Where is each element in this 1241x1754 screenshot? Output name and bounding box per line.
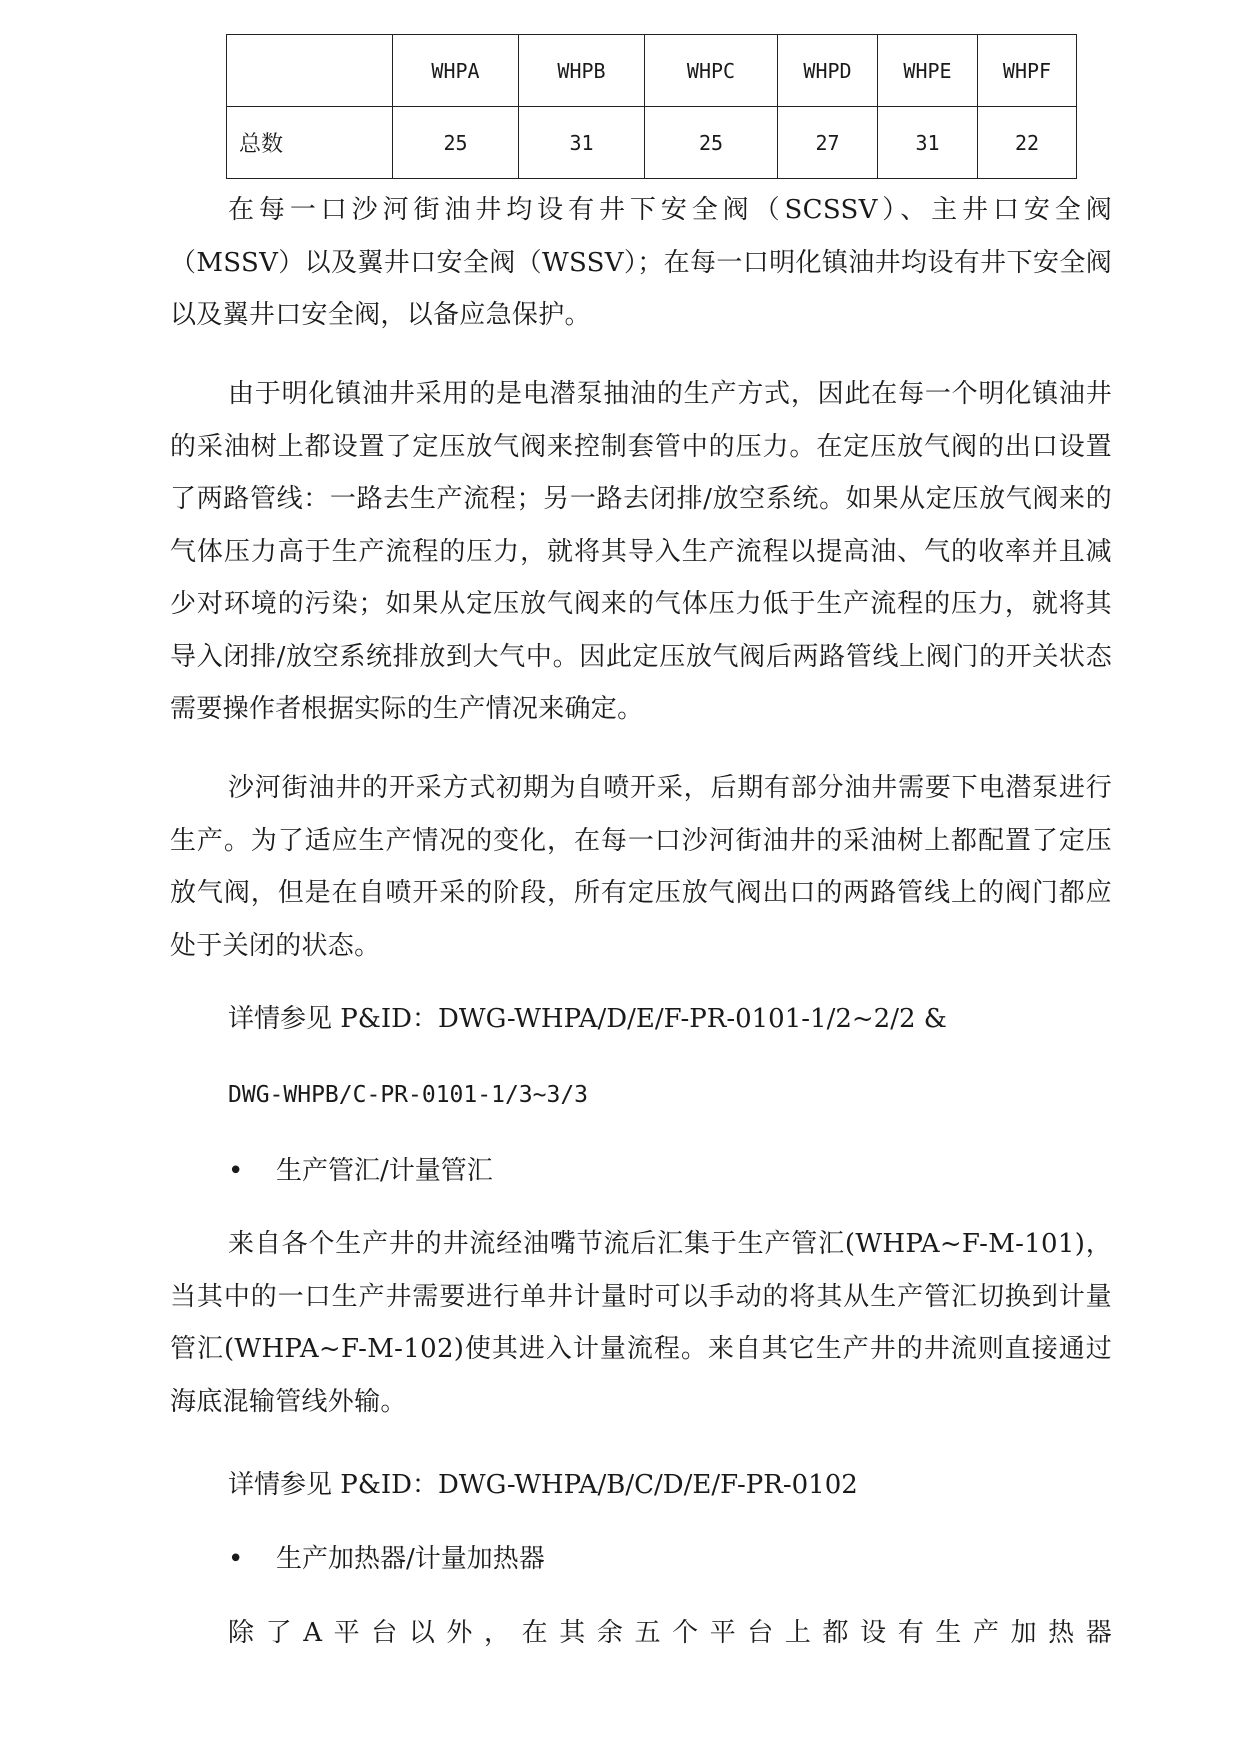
paragraph-char: 器 <box>1085 1618 1112 1648</box>
table-header-cell: WHPC <box>645 35 778 107</box>
paragraph-heaters-intro <box>228 1613 1112 1653</box>
table-header-cell: WHPA <box>393 35 519 107</box>
table-header-cell <box>227 35 393 107</box>
paragraph-char: 在 <box>521 1618 548 1648</box>
bullet-icon: • <box>228 1544 244 1574</box>
paragraph-char: 了 <box>265 1618 292 1648</box>
pid-reference-1a: 详情参见 P&ID：DWG-WHPA/D/E/F-PR-0101-1/2~2/2 & <box>228 1004 947 1034</box>
bullet-heaters <box>228 1539 545 1579</box>
well-count-table <box>226 34 1077 179</box>
paragraph-char: 设 <box>860 1618 887 1648</box>
paragraph-char: 产 <box>972 1618 999 1648</box>
paragraph-char: 除 <box>228 1618 255 1648</box>
table-cell: 25 <box>393 107 519 179</box>
paragraph-char: A <box>303 1618 322 1648</box>
table-header-cell: WHPD <box>778 35 878 107</box>
bullet-label: 生产加热器/计量加热器 <box>276 1544 545 1574</box>
table-cell: 25 <box>645 107 778 179</box>
bullet-icon: • <box>228 1156 244 1186</box>
pid-reference-2: 详情参见 P&ID：DWG-WHPA/B/C/D/E/F-PR-0102 <box>228 1470 858 1500</box>
table-header-cell: WHPF <box>978 35 1077 107</box>
table-cell: 22 <box>978 107 1077 179</box>
bullet-label: 生产管汇/计量管汇 <box>276 1156 493 1186</box>
table-cell: 31 <box>878 107 978 179</box>
paragraph-shahejie-wells: 沙河街油井的开采方式初期为自喷开采，后期有部分油井需要下电潜泵进行生产。为了适应生产情况的变化，在每一口沙河街油井的采油树上都配置了定压放气阀，但是在自喷开采的阶段，所有定压放气阀出口的两路管线上的阀门都应处于关闭的状态。 <box>170 773 1112 961</box>
paragraph-char: 台 <box>747 1618 774 1648</box>
paragraph-char: 以 <box>408 1618 435 1648</box>
paragraph-char: 平 <box>709 1618 736 1648</box>
paragraph-char: 加 <box>1010 1618 1037 1648</box>
pid-reference-1b: DWG-WHPB/C-PR-0101-1/3~3/3 <box>228 1082 589 1108</box>
table-cell: 31 <box>519 107 645 179</box>
table-header-cell: WHPE <box>878 35 978 107</box>
table-header-cell: WHPB <box>519 35 645 107</box>
paragraph-char: 台 <box>371 1618 398 1648</box>
table-header-row <box>227 35 1077 107</box>
paragraph-char: 有 <box>897 1618 924 1648</box>
paragraph-pressure-relief: 由于明化镇油井采用的是电潜泵抽油的生产方式，因此在每一个明化镇油井的采油树上都设置了定压放气阀来控制套管中的压力。在定压放气阀的出口设置了两路管线：一路去生产流程；另一路去闭排/放空系统。如果从定压放气阀来的气体压力高于生产流程的压力，就将其导入生产流程以提高油、气的收率并且减少对环境的污染；如果从定压放气阀来的气体压力低于生产流程的压力，就将其导入闭排/放空系统排放到大气中。因此定压放气阀后两路管线上阀门的开关状态需要操作者根据实际的生产情况来确定。 <box>170 379 1112 724</box>
paragraph-char: 个 <box>672 1618 699 1648</box>
paragraph-char: ， <box>484 1618 511 1648</box>
paragraph-char: 其 <box>559 1618 586 1648</box>
paragraph-char: 五 <box>634 1618 661 1648</box>
paragraph-char: 热 <box>1048 1618 1075 1648</box>
paragraph-char: 生 <box>935 1618 962 1648</box>
paragraph-char: 平 <box>333 1618 360 1648</box>
paragraph-char: 外 <box>446 1618 473 1648</box>
paragraph-char: 余 <box>596 1618 623 1648</box>
bullet-production-manifold <box>228 1151 493 1191</box>
table-row-label: 总数 <box>227 107 393 179</box>
paragraph-char: 上 <box>784 1618 811 1648</box>
paragraph-char: 都 <box>822 1618 849 1648</box>
paragraph-manifold: 来自各个生产井的井流经油嘴节流后汇集于生产管汇(WHPA~F-M-101)，当其中的一口生产井需要进行单井计量时可以手动的将其从生产管汇切换到计量管汇(WHPA~F-M-102)使其进入计量流程。来自其它生产井的井流则直接通过海底混输管线外输。 <box>170 1229 1112 1417</box>
table-cell: 27 <box>778 107 878 179</box>
paragraph-safety-valves: 在每一口沙河街油井均设有井下安全阀（SCSSV）、主井口安全阀（MSSV）以及翼井口安全阀（WSSV）；在每一口明化镇油井均设有井下安全阀以及翼井口安全阀，以备应急保护。 <box>170 195 1112 330</box>
table-row <box>227 107 1077 179</box>
